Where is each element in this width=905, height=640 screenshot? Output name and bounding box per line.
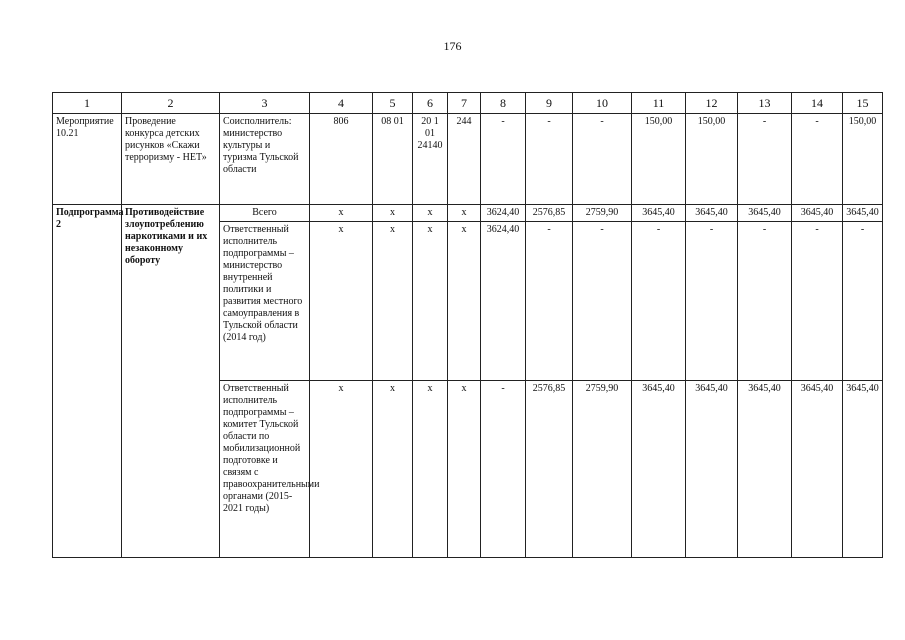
header-cell: 2 [122, 93, 220, 114]
header-cell: 7 [448, 93, 481, 114]
measure-executor: Соисполнитель: министерство культуры и туризма Тульской области [220, 114, 310, 205]
total-value: 3645,40 [632, 205, 686, 222]
header-cell: 1 [53, 93, 122, 114]
header-cell: 9 [526, 93, 573, 114]
exec-2015-executor: Ответственный исполнитель подпрограммы – комитет Тульской области по мобилизационной подготовке и связям с правоохранительными органами (2015-2021 годы) [220, 381, 310, 558]
measure-value: - [481, 114, 526, 205]
measure-c5: 08 01 [373, 114, 413, 205]
exec-2015-value: 3645,40 [843, 381, 883, 558]
header-row [53, 93, 883, 114]
measure-value: - [526, 114, 573, 205]
measure-row [53, 114, 883, 205]
total-c7: х [448, 205, 481, 222]
subprogram-name: Противодействие злоупотреблению наркотиками и их незаконному обороту [122, 205, 220, 558]
total-c4: х [310, 205, 373, 222]
header-cell: 4 [310, 93, 373, 114]
exec-2015-c4: х [310, 381, 373, 558]
header-cell: 13 [738, 93, 792, 114]
exec-2015-value: 3645,40 [738, 381, 792, 558]
exec-2014-value: 3624,40 [481, 222, 526, 381]
total-value: 3645,40 [843, 205, 883, 222]
page-number: 176 [443, 39, 462, 53]
measure-value: - [738, 114, 792, 205]
header-cell: 3 [220, 93, 310, 114]
total-value: 3624,40 [481, 205, 526, 222]
total-c6: х [413, 205, 448, 222]
exec-2015-value: 2576,85 [526, 381, 573, 558]
header-cell: 11 [632, 93, 686, 114]
header-cell: 12 [686, 93, 738, 114]
measure-code: Мероприятие 10.21 [53, 114, 122, 205]
exec-2015-value: 3645,40 [792, 381, 843, 558]
measure-value: - [792, 114, 843, 205]
measure-value: 150,00 [686, 114, 738, 205]
measure-value: 150,00 [632, 114, 686, 205]
exec-2014-c5: х [373, 222, 413, 381]
exec-2014-value: - [632, 222, 686, 381]
header-cell: 10 [573, 93, 632, 114]
exec-2014-c4: х [310, 222, 373, 381]
measure-c4: 806 [310, 114, 373, 205]
exec-2015-c6: х [413, 381, 448, 558]
exec-2015-value: 3645,40 [632, 381, 686, 558]
total-label: Всего [220, 205, 310, 222]
exec-2015-value: - [481, 381, 526, 558]
total-value: 3645,40 [792, 205, 843, 222]
header-cell: 5 [373, 93, 413, 114]
total-value: 3645,40 [738, 205, 792, 222]
exec-2014-value: - [738, 222, 792, 381]
header-cell: 15 [843, 93, 883, 114]
exec-2015-value: 2759,90 [573, 381, 632, 558]
exec-2014-value: - [686, 222, 738, 381]
exec-2014-c7: х [448, 222, 481, 381]
exec-2014-value: - [573, 222, 632, 381]
header-cell: 6 [413, 93, 448, 114]
exec-2014-value: - [843, 222, 883, 381]
exec-2014-executor: Ответственный исполнитель подпрограммы – министерство внутренней политики и развития местного самоуправления в Тульской области (2014 год) [220, 222, 310, 381]
total-value: 2759,90 [573, 205, 632, 222]
exec-2014-value: - [792, 222, 843, 381]
exec-2015-c5: х [373, 381, 413, 558]
measure-c7: 244 [448, 114, 481, 205]
exec-2014-value: - [526, 222, 573, 381]
measure-c6: 20 1 01 24140 [413, 114, 448, 205]
measure-name: Проведение конкурса детских рисунков «Скажи терроризму - НЕТ» [122, 114, 220, 205]
header-cell: 8 [481, 93, 526, 114]
measure-value: 150,00 [843, 114, 883, 205]
total-value: 2576,85 [526, 205, 573, 222]
budget-table [52, 92, 883, 558]
header-cell: 14 [792, 93, 843, 114]
total-c5: х [373, 205, 413, 222]
measure-value: - [573, 114, 632, 205]
exec-2015-value: 3645,40 [686, 381, 738, 558]
subprogram-code: Подпрограмма 2 [53, 205, 122, 558]
exec-2015-c7: х [448, 381, 481, 558]
exec-2014-c6: х [413, 222, 448, 381]
total-value: 3645,40 [686, 205, 738, 222]
subprogram-total-row [53, 205, 883, 222]
